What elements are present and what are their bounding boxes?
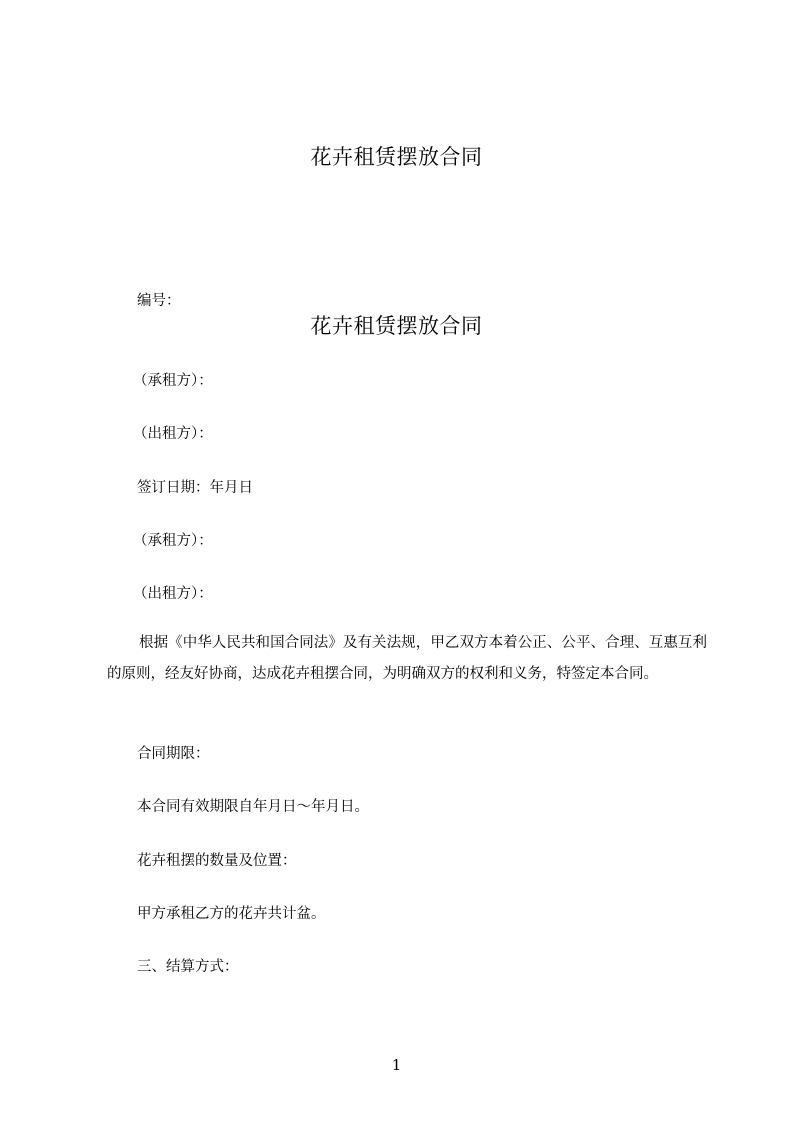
preamble-paragraph: 根据《中华人民共和国合同法》及有关法规，甲乙双方本着公正、公平、合理、互惠互利的原则，经友好协商，达成花卉租摆合同，为明确双方的权利和义务，特签定本合同。 [107,635,707,682]
sign-date-field: 签订日期：年月日 [137,480,253,496]
lessor-field-1: （出租方）： [133,426,213,442]
quantity-body: 甲方承租乙方的花卉共计盆。 [137,906,326,922]
page-number: 1 [391,1056,402,1074]
term-body: 本合同有效期限自年月日～年月日。 [137,799,369,815]
contract-title: 花卉租赁摆放合同 [310,314,483,338]
quantity-heading: 花卉租摆的数量及位置： [137,853,297,869]
settlement-heading: 三、结算方式： [137,959,239,975]
lessor-field-2: （出租方）： [133,586,213,602]
term-heading: 合同期限： [137,746,210,762]
lessee-field-2: （承租方）： [133,533,213,549]
contract-number-label: 编号： [137,293,181,309]
cover-title: 花卉租赁摆放合同 [310,145,483,169]
lessee-field-1: （承租方）： [133,373,213,389]
